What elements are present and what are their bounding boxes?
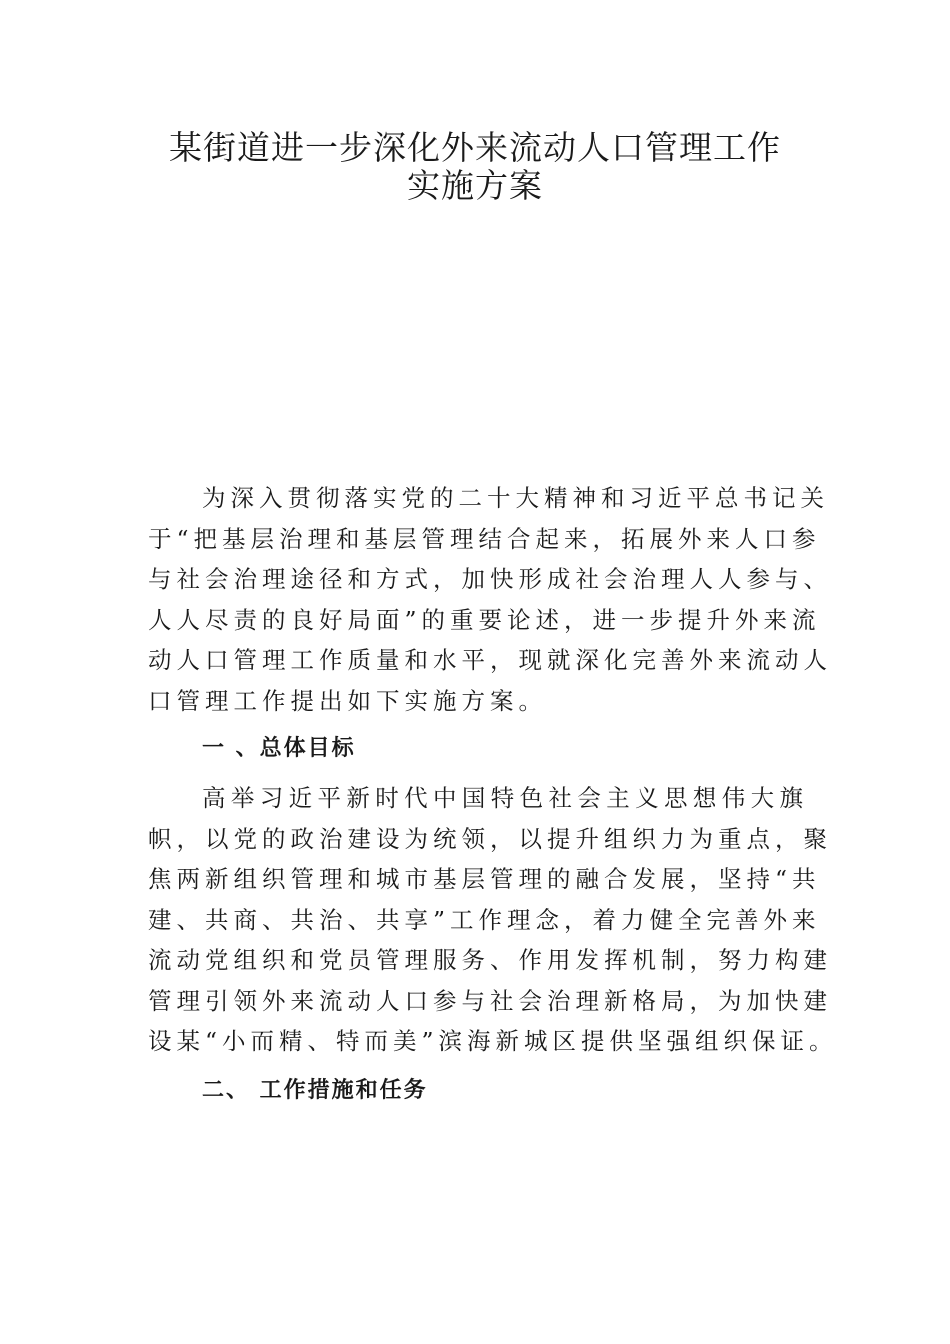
goal-line: 高举习近平新时代中国特色社会主义思想伟大旗 xyxy=(202,784,808,812)
intro-paragraph xyxy=(148,478,832,721)
overall-goal-paragraph xyxy=(148,778,838,1062)
intro-line: 口管理工作提出如下实施方案。 xyxy=(148,686,547,715)
document-title-line-1: 某街道进一步深化外来流动人口管理工作 xyxy=(169,128,781,167)
goal-line: 焦两新组织管理和城市基层管理的融合发展，坚持“共 xyxy=(148,865,821,893)
goal-line: 帜，以党的政治建设为统领，以提升组织力为重点，聚 xyxy=(148,824,832,853)
goal-line: 建、共商、共治、共享”工作理念，着力健全完善外来 xyxy=(148,905,821,934)
document-title-line-2: 实施方案 xyxy=(407,166,543,205)
intro-line: 与社会治理途径和方式，加快形成社会治理人人参与、 xyxy=(148,565,832,593)
intro-line: 人人尽责的良好局面”的重要论述，进一步提升外来流 xyxy=(148,605,821,634)
section-heading-measures-and-tasks: 二、 工作措施和任务 xyxy=(202,1078,428,1103)
intro-line: 动人口管理工作质量和水平，现就深化完善外来流动人 xyxy=(148,646,832,674)
goal-line: 流动党组织和党员管理服务、作用发挥机制，努力构建 xyxy=(148,946,832,974)
goal-line: 设某“小而精、特而美”滨海新城区提供坚强组织保证。 xyxy=(148,1027,838,1055)
intro-line: 于“把基层治理和基层管理结合起来，拓展外来人口参 xyxy=(148,524,821,553)
intro-line: 为深入贯彻落实党的二十大精神和习近平总书记关 xyxy=(202,484,829,512)
section-heading-overall-goal: 一 、总体目标 xyxy=(202,736,356,761)
goal-line: 管理引领外来流动人口参与社会治理新格局，为加快建 xyxy=(148,986,832,1015)
